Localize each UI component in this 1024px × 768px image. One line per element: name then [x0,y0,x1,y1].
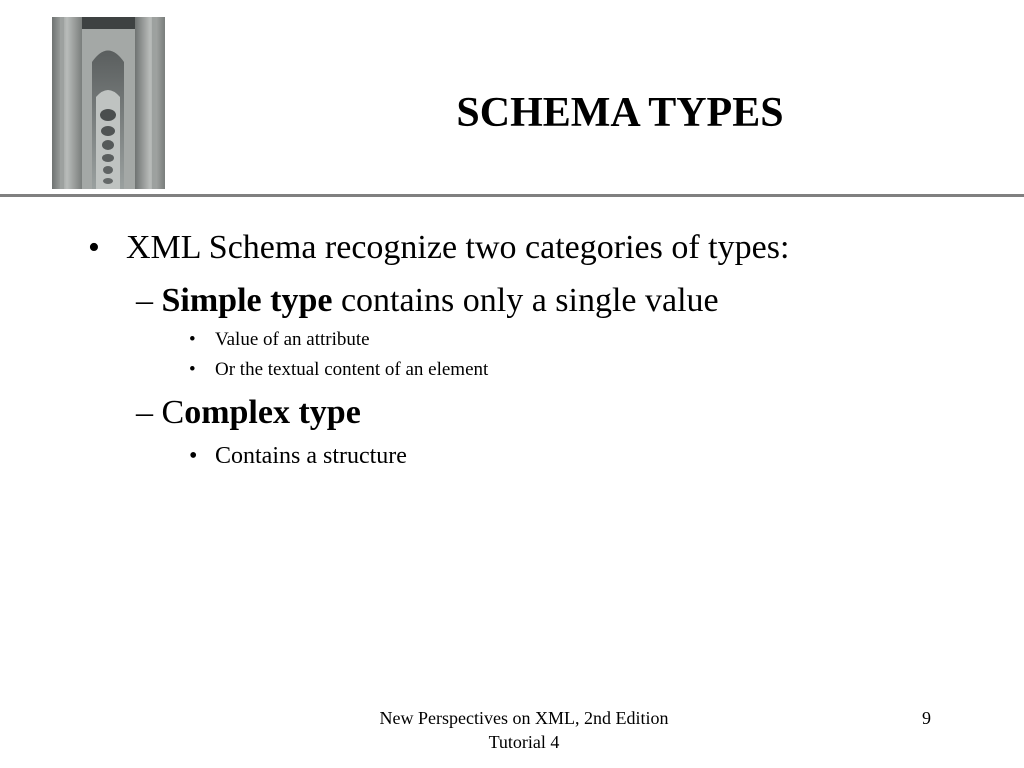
complex-type-initial: C [161,394,185,431]
bullet-text: Contains a structure [215,443,407,469]
bullet-simple-type [136,281,719,322]
bullet-text: XML Schema recognize two categories of types: [126,229,790,266]
slide-title: SCHEMA TYPES [456,90,784,136]
bullet-glyph: • [189,443,198,469]
bullet-text: Or the textual content of an element [215,359,489,380]
bullet-level1 [88,228,789,269]
dash-glyph: – [136,394,153,431]
bullet-sub-item [189,329,370,352]
simple-type-term: Simple type [161,282,333,319]
footer-tutorial: Tutorial 4 [488,732,560,752]
simple-type-description: contains only a single value [332,282,719,319]
bullet-glyph: • [88,229,100,266]
bullet-glyph: • [189,359,196,380]
bullet-glyph: • [189,329,196,350]
bullet-text: Value of an attribute [215,329,370,350]
bullet-complex-type [136,393,361,434]
bullet-sub-item [189,442,407,471]
page-number: 9 [922,708,931,728]
slide-footer [300,706,748,754]
complex-type-term: omplex type [184,394,361,431]
dash-glyph: – [136,282,153,319]
footer-book-title: New Perspectives on XML, 2nd Edition [379,708,669,728]
bullet-sub-item [189,359,488,382]
